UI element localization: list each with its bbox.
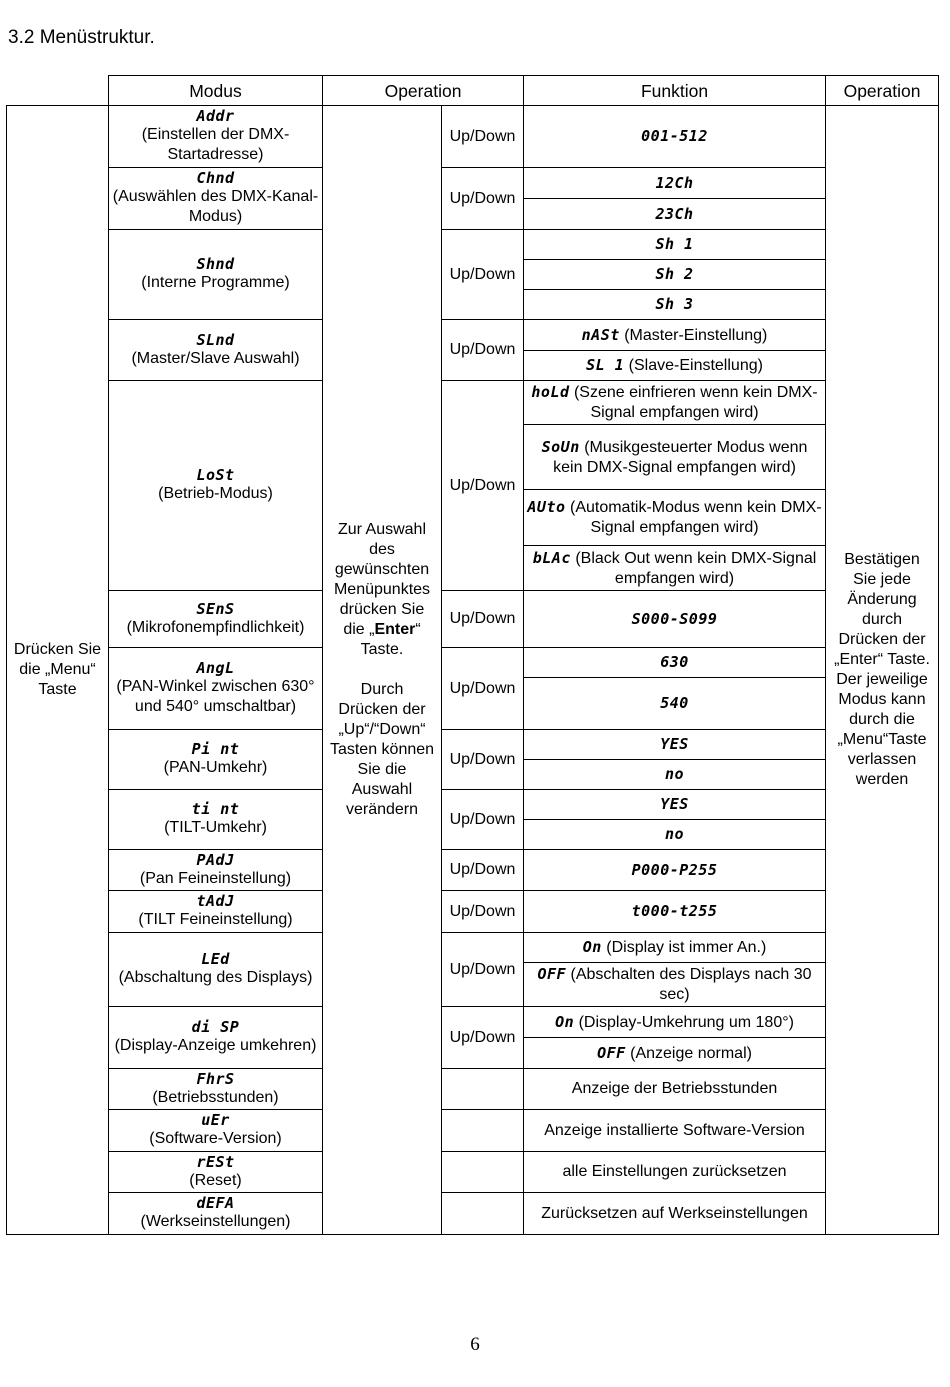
table-row xyxy=(7,320,939,351)
table-row xyxy=(7,730,939,760)
function-cell: S000-S099 xyxy=(524,591,826,648)
page-number: 6 xyxy=(470,1334,480,1355)
function-cell: no xyxy=(524,820,826,850)
table-row xyxy=(7,1007,939,1038)
function-cell: P000-P255 xyxy=(524,850,826,891)
updown-cell: Up/Down xyxy=(442,591,524,648)
empty-cell xyxy=(442,1152,524,1193)
function-cell: AUto (Automatik-Modus wenn kein DMX-Signal empfangen wird) xyxy=(524,490,826,546)
function-cell: Anzeige der Betriebsstunden xyxy=(524,1069,826,1110)
mode-cell: tAdJ (TILT Feineinstellung) xyxy=(109,891,323,933)
updown-cell: Up/Down xyxy=(442,106,524,168)
empty-cell xyxy=(442,1110,524,1152)
updown-cell: Up/Down xyxy=(442,168,524,230)
menu-structure-table xyxy=(6,75,939,1235)
press-menu-cell: Drücken Sie die „Menu“ Taste xyxy=(7,106,109,1235)
function-cell: hoLd (Szene einfrieren wenn kein DMX-Signal empfangen wird) xyxy=(524,381,826,425)
updown-cell: Up/Down xyxy=(442,230,524,320)
header-operation: Operation xyxy=(323,76,524,106)
function-cell: 001-512 xyxy=(524,106,826,168)
updown-cell: Up/Down xyxy=(442,381,524,591)
section-heading: 3.2 Menüstruktur. xyxy=(8,27,155,48)
mode-cell: FhrS (Betriebsstunden) xyxy=(109,1069,323,1110)
mode-cell xyxy=(109,106,323,168)
function-cell: SL 1 (Slave-Einstellung) xyxy=(524,351,826,381)
table-row xyxy=(7,933,939,963)
function-cell: 23Ch xyxy=(524,199,826,230)
mode-cell: uEr (Software-Version) xyxy=(109,1110,323,1152)
mode-cell: Chnd (Auswählen des DMX-Kanal-Modus) xyxy=(109,168,323,230)
mode-cell: SLnd (Master/Slave Auswahl) xyxy=(109,320,323,381)
function-cell: On (Display-Umkehrung um 180°) xyxy=(524,1007,826,1038)
updown-cell: Up/Down xyxy=(442,730,524,790)
mode-cell: SEnS (Mikrofonempfindlichkeit) xyxy=(109,591,323,648)
header-funktion: Funktion xyxy=(524,76,826,106)
mode-cell: PAdJ (Pan Feineinstellung) xyxy=(109,850,323,891)
updown-cell: Up/Down xyxy=(442,648,524,730)
function-cell: OFF (Abschalten des Displays nach 30 sec) xyxy=(524,963,826,1007)
header-operation-confirm: Operation xyxy=(826,76,939,106)
updown-cell: Up/Down xyxy=(442,933,524,1007)
updown-cell: Up/Down xyxy=(442,320,524,381)
function-cell: nASt (Master-Einstellung) xyxy=(524,320,826,351)
operation-instruction-cell: Zur Auswahl des gewünschten Menüpunktes drücken Sie die „Enter“ Taste. Durch Drücken der „Up“/“Down“ Tasten können Sie die Auswahl verändern xyxy=(323,106,442,1235)
mode-code-addr: Addr xyxy=(196,107,235,125)
table-row xyxy=(7,1193,939,1235)
table-row xyxy=(7,850,939,891)
mode-cell: di SP (Display-Anzeige umkehren) xyxy=(109,1007,323,1069)
function-cell: OFF (Anzeige normal) xyxy=(524,1038,826,1069)
function-cell: SoUn (Musikgesteuerter Modus wenn kein DMX-Signal empfangen wird) xyxy=(524,425,826,490)
mode-cell: dEFA (Werkseinstellungen) xyxy=(109,1193,323,1235)
table-row xyxy=(7,1069,939,1110)
updown-cell: Up/Down xyxy=(442,891,524,933)
function-cell: Sh 1 xyxy=(524,230,826,260)
table-row xyxy=(7,168,939,199)
function-cell: On (Display ist immer An.) xyxy=(524,933,826,963)
function-cell: Zurücksetzen auf Werkseinstellungen xyxy=(524,1193,826,1235)
function-cell: no xyxy=(524,760,826,790)
table-row xyxy=(7,1152,939,1193)
table-row xyxy=(7,891,939,933)
function-cell: alle Einstellungen zurücksetzen xyxy=(524,1152,826,1193)
table-row xyxy=(7,591,939,648)
function-cell: 630 xyxy=(524,648,826,678)
mode-cell: Shnd (Interne Programme) xyxy=(109,230,323,320)
function-cell: Sh 3 xyxy=(524,290,826,320)
mode-cell: AngL (PAN-Winkel zwischen 630° und 540° umschaltbar) xyxy=(109,648,323,730)
empty-cell xyxy=(442,1193,524,1235)
table-row xyxy=(7,1110,939,1152)
confirm-instruction-cell: Bestätigen Sie jede Änderung durch Drücken der „Enter“ Taste. Der jeweilige Modus kann durch die „Menu“Taste verlassen werden xyxy=(826,106,939,1235)
function-cell: t000-t255 xyxy=(524,891,826,933)
enter-word: Enter xyxy=(374,621,416,638)
mode-cell: rESt (Reset) xyxy=(109,1152,323,1193)
function-cell: Sh 2 xyxy=(524,260,826,290)
mode-cell: LoSt (Betrieb-Modus) xyxy=(109,381,323,591)
empty-cell xyxy=(442,1069,524,1110)
function-cell: Anzeige installierte Software-Version xyxy=(524,1110,826,1152)
updown-cell: Up/Down xyxy=(442,790,524,850)
function-cell: bLAc (Black Out wenn kein DMX-Signal empfangen wird) xyxy=(524,546,826,591)
mode-cell: LEd (Abschaltung des Displays) xyxy=(109,933,323,1007)
header-row xyxy=(7,76,939,106)
table-row xyxy=(7,381,939,425)
table-row xyxy=(7,648,939,678)
table-row xyxy=(7,230,939,260)
table-row xyxy=(7,106,939,168)
header-empty-cell xyxy=(7,76,109,106)
updown-cell: Up/Down xyxy=(442,850,524,891)
function-cell: 12Ch xyxy=(524,168,826,199)
mode-cell: Pi nt (PAN-Umkehr) xyxy=(109,730,323,790)
function-cell: 540 xyxy=(524,678,826,730)
table-row xyxy=(7,790,939,820)
header-modus: Modus xyxy=(109,76,323,106)
mode-desc-addr: (Einstellen der DMX-Startadresse) xyxy=(141,126,290,163)
mode-cell: ti nt (TILT-Umkehr) xyxy=(109,790,323,850)
updown-cell: Up/Down xyxy=(442,1007,524,1069)
function-cell: YES xyxy=(524,730,826,760)
function-cell: YES xyxy=(524,790,826,820)
